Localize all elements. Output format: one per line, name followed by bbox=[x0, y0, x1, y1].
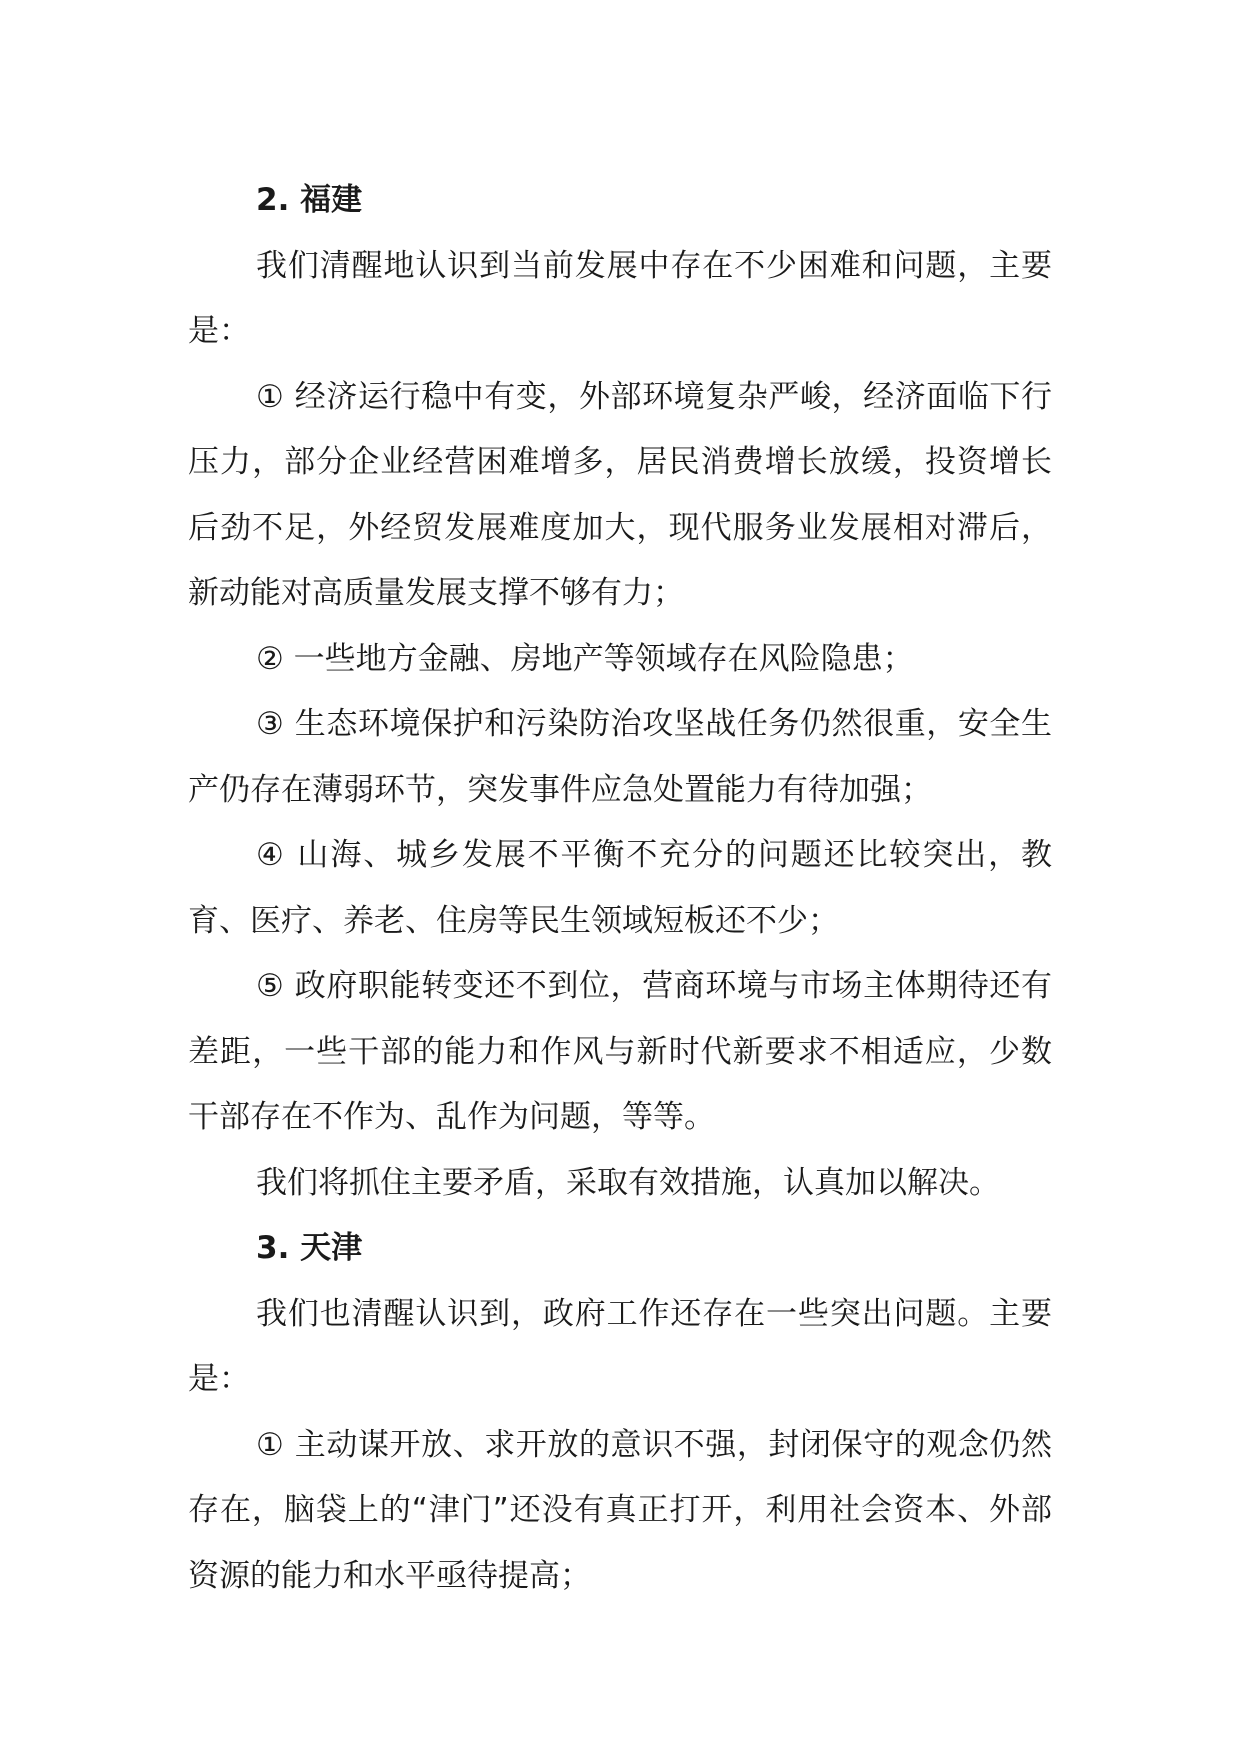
paragraph: ① 主动谋开放、求开放的意识不强，封闭保守的观念仍然存在，脑袋上的“津门”还没有真正打开，利用社会资本、外部资源的能力和水平亟待提高； bbox=[188, 1426, 1052, 1594]
section-heading-tianjin: 3. 天津 bbox=[256, 1230, 363, 1266]
paragraph: ② 一些地方金融、房地产等领域存在风险隐患； bbox=[256, 640, 914, 677]
section-heading-fujian: 2. 福建 bbox=[256, 182, 363, 218]
paragraph: ③ 生态环境保护和污染防治攻坚战任务仍然很重，安全生产仍存在薄弱环节，突发事件应急处置能力有待加强； bbox=[188, 706, 1052, 808]
paragraph: 我们也清醒认识到，政府工作还存在一些突出问题。主要是： bbox=[188, 1295, 1052, 1397]
paragraph: ④ 山海、城乡发展不平衡不充分的问题还比较突出，教育、医疗、养老、住房等民生领域短板还不少； bbox=[188, 837, 1052, 939]
paragraph: 我们将抓住主要矛盾，采取有效措施，认真加以解决。 bbox=[256, 1164, 1000, 1201]
paragraph: ① 经济运行稳中有变，外部环境复杂严峻，经济面临下行压力，部分企业经营困难增多，居民消费增长放缓，投资增长后劲不足，外经贸发展难度加大，现代服务业发展相对滞后，新动能对高质量发展支撑不够有力； bbox=[188, 378, 1052, 611]
paragraph: 我们清醒地认识到当前发展中存在不少困难和问题，主要是： bbox=[188, 247, 1052, 349]
document-page bbox=[188, 168, 1052, 1609]
paragraph: ⑤ 政府职能转变还不到位，营商环境与市场主体期待还有差距，一些干部的能力和作风与新时代新要求不相适应，少数干部存在不作为、乱作为问题，等等。 bbox=[188, 968, 1052, 1135]
